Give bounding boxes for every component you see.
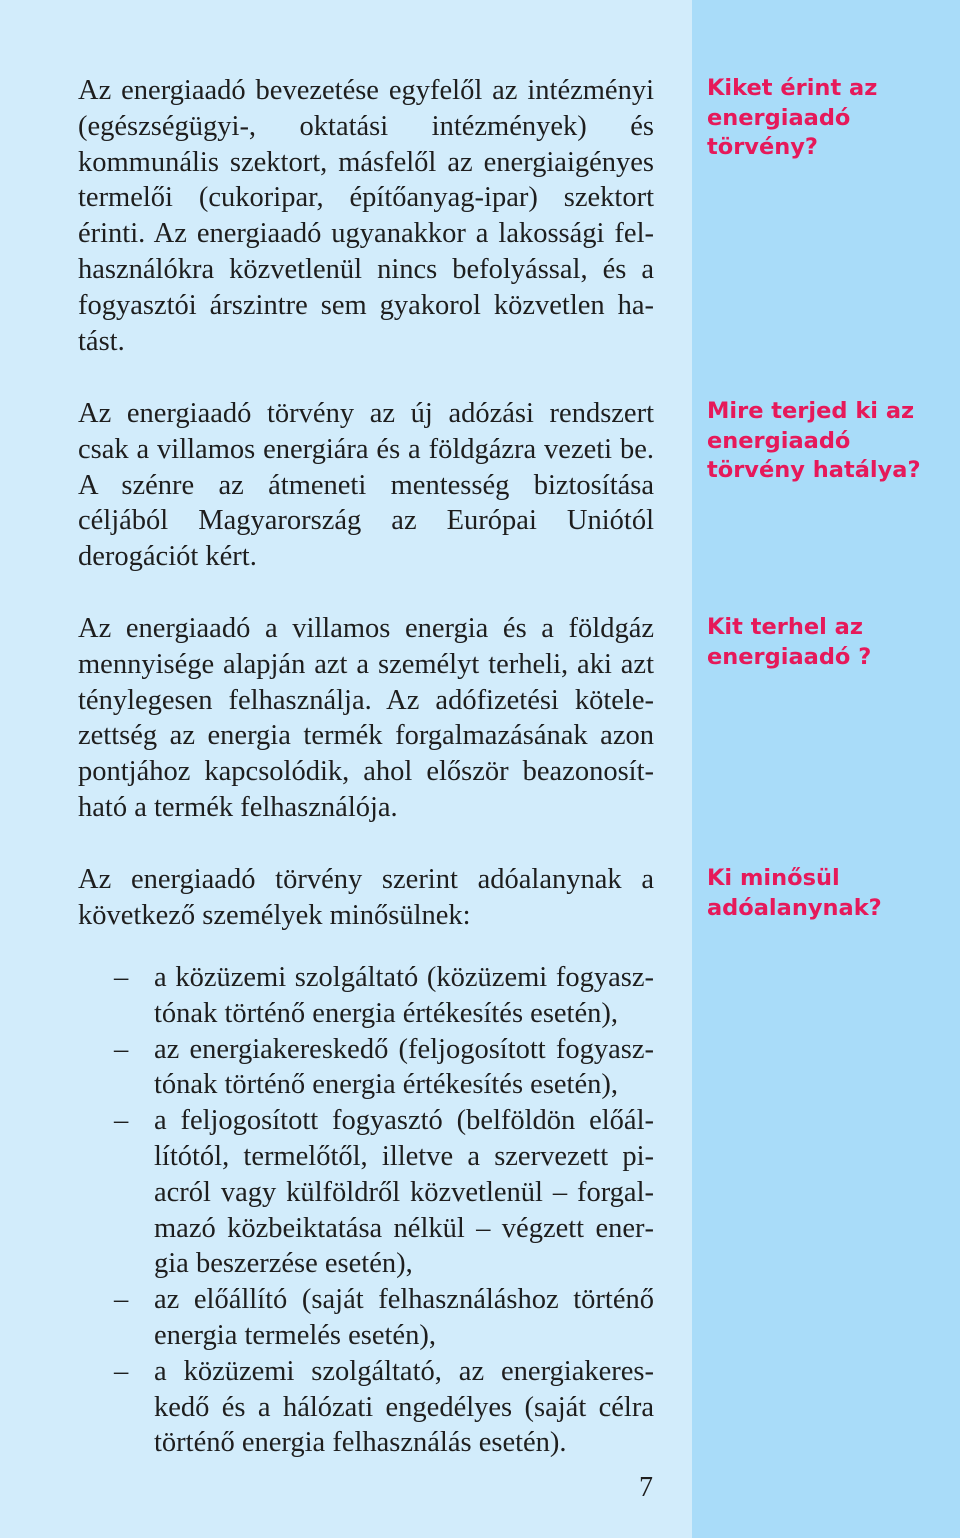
list-item — [78, 1282, 654, 1354]
list-dash: – — [114, 962, 129, 993]
paragraph-affected-sectors: Az energiaadó bevezetése egyfelől az intézményi (egészségügyi-, oktatási intézmények) és kommunális szektort, másfelől az energiaigényes termelői (cukoripar, építőanyag-ipar) szektort érinti. Az energiaadó ugyanakkor a lakossági felhasználókra közvetlenül nincs befolyással, és a fogyasztói árszintre sem gyakorol közvetlen hatást. — [78, 75, 654, 357]
list-dash: – — [114, 1033, 129, 1065]
list-item-text: a közüzemi szolgáltató, az energiakereskedő és a hálózati engedélyes (saját célra történő energia felhasználás esetén). — [154, 1355, 654, 1459]
paragraph-burden: Az energiaadó a villamos energia és a földgáz mennyisége alapján azt a személyt terheli, aki azt ténylegesen felhasználja. Az adófizetési kötelezettség az energia termék forgalmazásának azon pontjához kapcsolódik, ahol először beazonosítható a termék felhasználója. — [78, 613, 654, 823]
list-item-text: a feljogosított fogyasztó (belföldön előállítótól, termelőtől, illetve a szervezett piacról vagy külföldről közvetlenül – forgalmazó közbeiktatása nélkül – végzett energia beszerzése esetén), — [154, 1105, 654, 1280]
list-item — [78, 1032, 654, 1104]
list-item — [78, 1103, 654, 1282]
list-dash: – — [114, 1284, 129, 1316]
list-item-text: a közüzemi szolgáltató (közüzemi fogyasztónak történő energia értékesítés esetén), — [154, 962, 654, 1029]
list-item — [78, 960, 654, 1032]
sidebar-question-burden: Kit terhel az energiaadó ? — [707, 614, 872, 670]
taxpayer-list — [78, 960, 654, 1461]
page-number: 7 — [639, 1472, 653, 1503]
list-item-text: az előállító (saját felhasználáshoz történő energia termelés esetén), — [154, 1284, 654, 1351]
paragraph-taxpayers-intro: Az energiaadó törvény szerint adóalanynak a következő személyek minősülnek: — [78, 864, 654, 931]
sidebar-column — [692, 0, 960, 1538]
sidebar-question-taxpayer: Ki minősül adóalanynak? — [707, 865, 882, 921]
list-item — [78, 1354, 654, 1461]
list-item-text: az energiakereskedő (feljogosított fogyasztónak történő energia értékesítés esetén), — [154, 1033, 654, 1101]
list-dash: – — [114, 1105, 129, 1137]
sidebar-question-affected: Kiket érint az energiaadó törvény? — [707, 75, 878, 160]
sidebar-question-scope: Mire terjed ki az energiaadó törvény hatálya? — [707, 398, 921, 483]
list-dash: – — [114, 1355, 129, 1387]
paragraph-scope: Az energiaadó törvény az új adózási rendszert csak a villamos energiára és a földgázra vezeti be. A szénre az átmeneti mentesség biztosítása céljából Magyarország az Európai Uniótól derogációt kért. — [78, 398, 654, 573]
